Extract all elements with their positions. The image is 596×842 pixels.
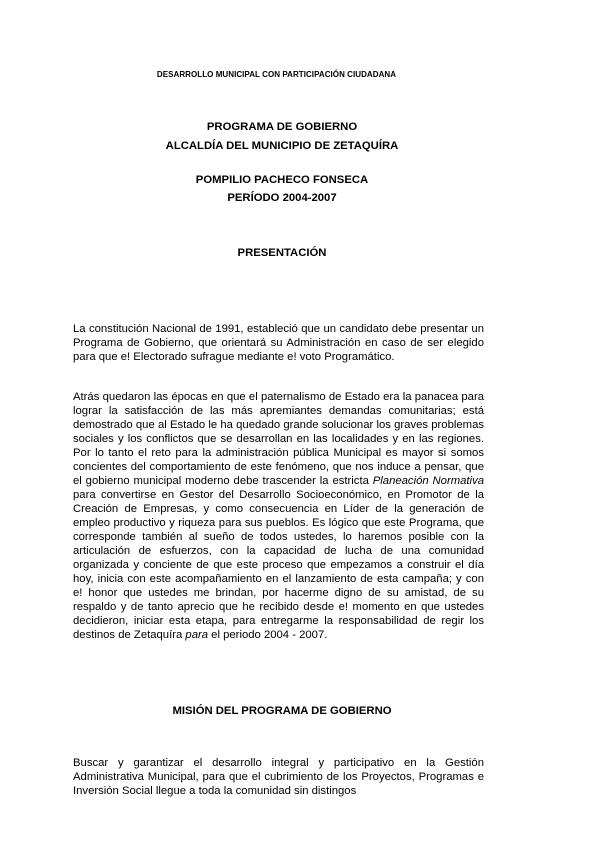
paragraph-mission [73,756,484,798]
period-title: PERÍODO 2004-2007 [227,192,337,204]
paragraph-text-segment: Atrás quedaron las épocas en que el paternalismo de Estado era la panacea para lograr la satisfacción de las más apremiantes demandas comunitarias; está demostrado que al Estado le ha quedado grande solucionar los graves problemas sociales y los conflictos que se desarrollan en las localidades y en las regiones. Por lo tanto el reto para la administración pública Municipal es mayor si somos concientes del comportamiento de este fenómeno, que nos induce a pensar, que el gobierno municipal moderno debe trascender la estricta [73,391,484,487]
program-title: PROGRAMA DE GOBIERNO [206,121,358,133]
section-heading-mission: MISIÓN DEL PROGRAMA DE GOBIERNO [172,705,392,717]
paragraph-text: La constitución Nacional de 1991, estableció que un candidato debe presentar un Programa de Gobierno, que orientará su Administración en caso de ser elegido para que e! Electorado sufrague mediante e! voto Programático. [73,323,484,363]
section-heading-presentation: PRESENTACIÓN [237,247,327,259]
paragraph-text-segment: para convertirse en Gestor del Desarrollo Socioeconómico, en Promotor de la Creación de Empresas, y como consecuencia en Líder de la generación de empleo productivo y riqueza para sus pueblos. Es lógico que este Programa, que corresponde también al sueño de todos ustedes, lo haremos posible con la articulación de esfuerzos, con la capacidad de lucha de una comunidad organizada y conciente de que este proceso que empezamos a construir el día hoy, inicia con este acompañamiento en el lanzamiento de esta campaña; y con e! honor que ustedes me brindan, por hacerme digno de su amistad, de su respaldo y de tanto aprecio que he recibido desde e! momento en que ustedes decidieron, iniciar esta etapa, para entregarme la responsabilidad de regir los destinos de Zetaquíra [73,489,484,641]
paragraph-text: Buscar y garantizar el desarrollo integral y participativo en la Gestión Administrativa Municipal, para que el cubrimiento de los Proyectos, Programas e Inversión Social llegue a toda la comunidad sin distingos [73,757,484,797]
paragraph-italic-term: para [185,629,209,641]
running-header: DESARROLLO MUNICIPAL CON PARTICIPACIÓN CIUDADANA [156,70,397,79]
paragraph-constitution [73,322,484,364]
paragraph-paternalism [73,390,484,642]
municipality-title: ALCALDÍA DEL MUNICIPIO DE ZETAQUÍRA [165,140,399,152]
paragraph-text-segment: el periodo 2004 - 2007. [208,629,328,641]
paragraph-italic-term: Planeación Normativa [372,475,484,487]
candidate-name: POMPILIO PACHECO FONSECA [195,174,369,186]
paragraph-text [73,390,484,642]
